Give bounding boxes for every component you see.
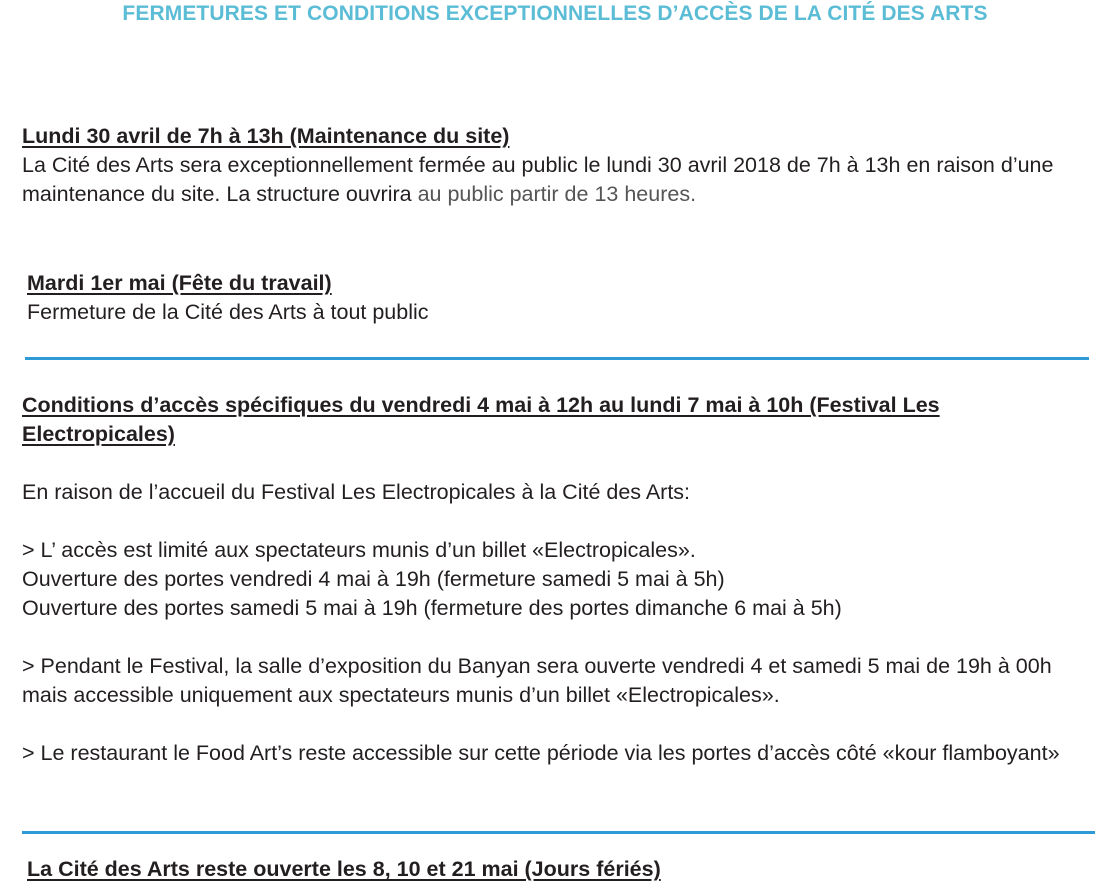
banyan-text: > Pendant le Festival, la salle d’exposition du Banyan sera ouverte vendredi 4 et samedi 5 mai de 19h à 00h mais accessible uniquement aux spectateurs munis d’un billet «Electropicales». bbox=[22, 654, 1052, 707]
section-fete-travail bbox=[27, 269, 1087, 327]
maintenance-text-main: La Cité des Arts sera exceptionnellement fermée au public le lundi 30 avril 2018 de 7h à 13h en raison d’une maintenance du site. La structure ouvrira bbox=[22, 153, 1054, 206]
section-jours-feries bbox=[27, 855, 1087, 884]
fete-travail-text: Fermeture de la Cité des Arts à tout public bbox=[27, 300, 429, 324]
maintenance-heading: Lundi 30 avril de 7h à 13h (Maintenance du site) bbox=[22, 124, 510, 148]
page-title: FERMETURES ET CONDITIONS EXCEPTIONNELLES D’ACCÈS DE LA CITÉ DES ARTS bbox=[122, 2, 988, 25]
opening-saturday-line: Ouverture des portes samedi 5 mai à 19h (fermeture des portes dimanche 6 mai à 5h) bbox=[22, 596, 842, 620]
access-limit-line: > L’ accès est limité aux spectateurs munis d’un billet «Electropicales». bbox=[22, 538, 696, 562]
section-maintenance bbox=[22, 122, 1082, 209]
fete-travail-heading: Mardi 1er mai (Fête du travail) bbox=[27, 271, 332, 295]
opening-friday-line: Ouverture des portes vendredi 4 mai à 19h (fermeture samedi 5 mai à 5h) bbox=[22, 567, 725, 591]
electropicales-intro: En raison de l’accueil du Festival Les Electropicales à la Cité des Arts: bbox=[22, 480, 691, 504]
restaurant-text: > Le restaurant le Food Art’s reste accessible sur cette période via les portes d’accès côté «kour flamboyant» bbox=[22, 741, 1060, 765]
maintenance-text-end: au public partir de 13 heures. bbox=[411, 182, 697, 206]
section-electropicales bbox=[22, 391, 1092, 768]
jours-feries-heading: La Cité des Arts reste ouverte les 8, 10 et 21 mai (Jours fériés) bbox=[27, 857, 661, 881]
section-divider bbox=[22, 831, 1095, 834]
section-divider bbox=[25, 357, 1089, 360]
maintenance-text bbox=[22, 151, 1082, 209]
electropicales-heading: Conditions d’accès spécifiques du vendredi 4 mai à 12h au lundi 7 mai à 10h (Festival Les Electropicales) bbox=[22, 393, 940, 446]
